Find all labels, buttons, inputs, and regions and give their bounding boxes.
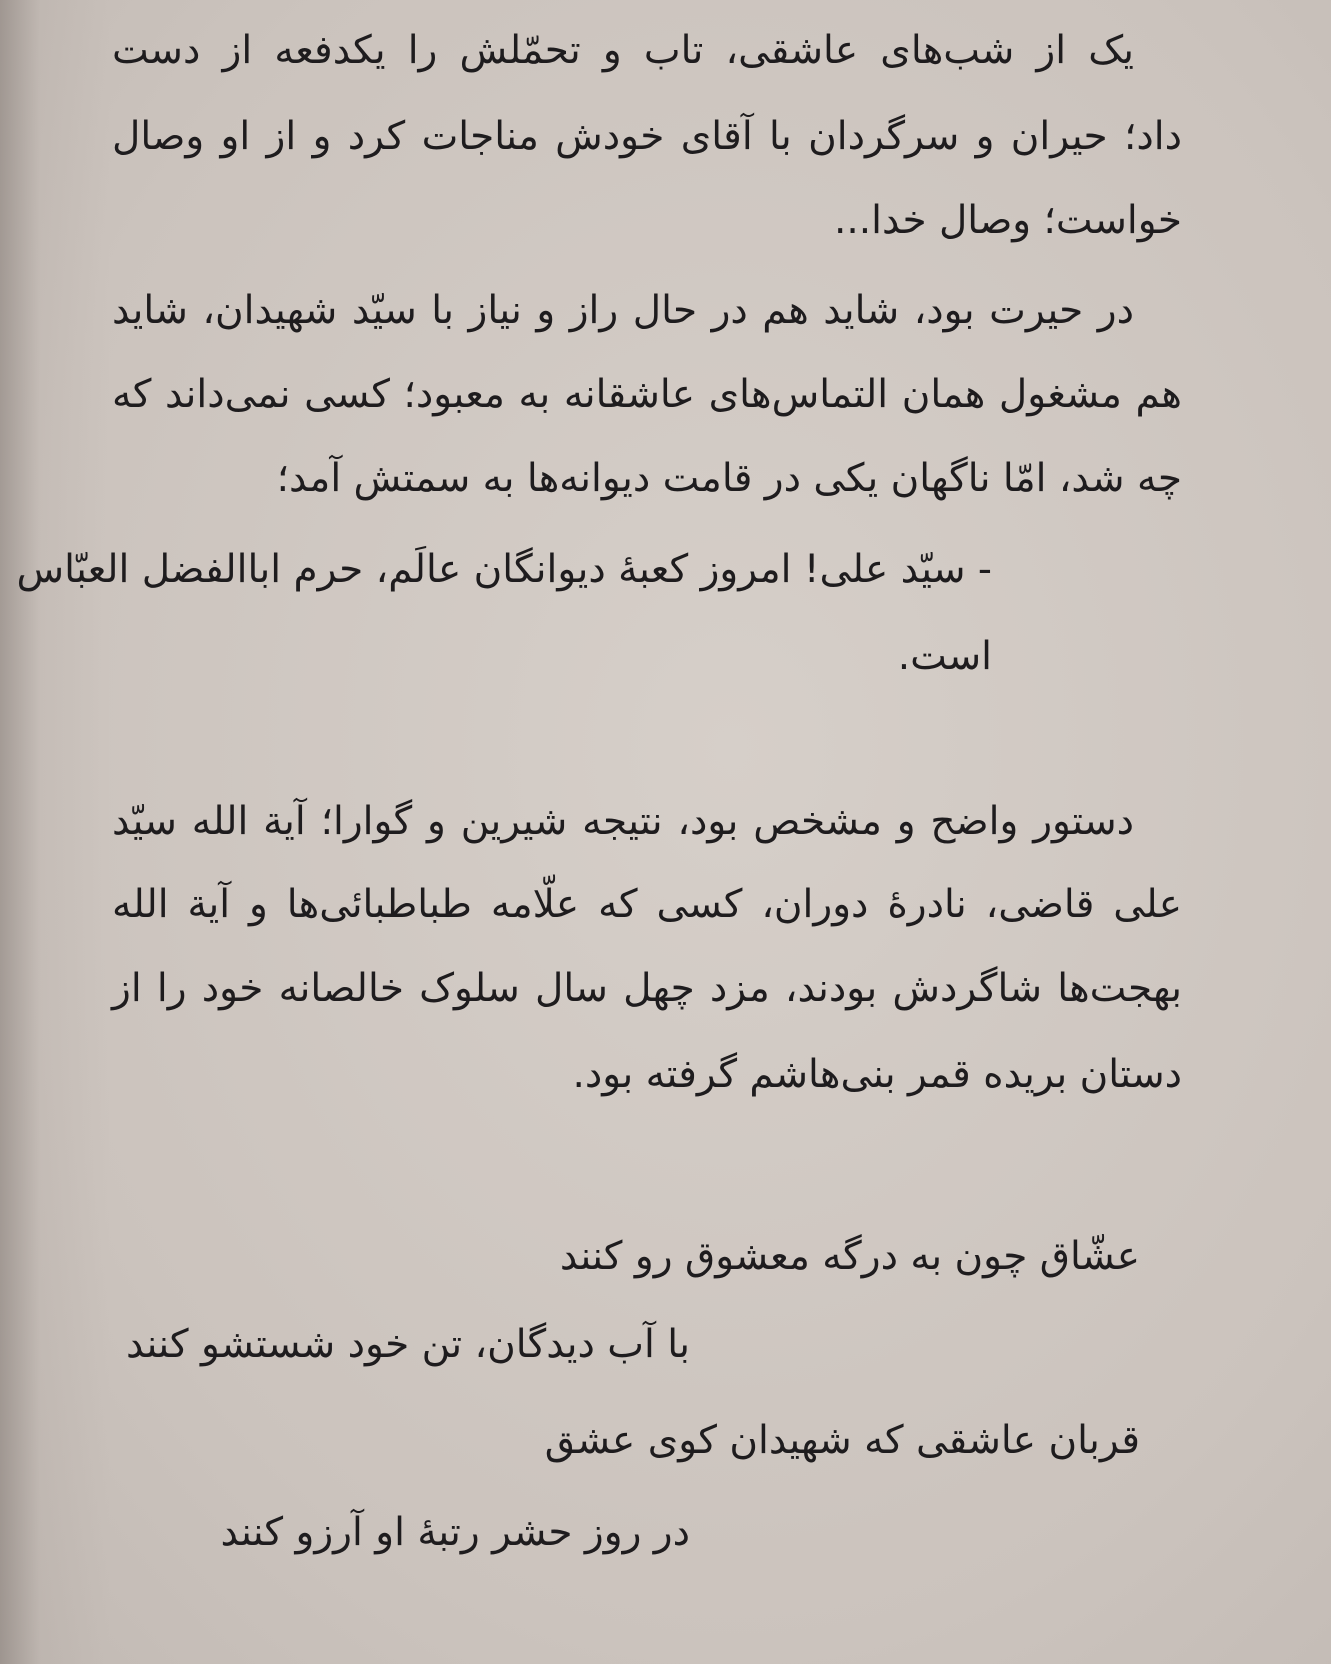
paragraph-3-line-1: دستور واضح و مشخص بود، نتیجه شیرین و گوارا؛ آیة الله سیّد [112,799,1134,844]
poem-verse-2: با آب دیدگان، تن خود شستشو کنند [126,1322,690,1367]
poem-verse-1: عشّاق چون به درگه معشوق رو کنند [559,1234,1140,1279]
paragraph-2-line-2: هم مشغول همان التماس‌های عاشقانه به معبود؛ کسی نمی‌داند که [112,372,1182,417]
paragraph-2-line-3: چه شد، امّا ناگهان یکی در قامت دیوانه‌ها به سمتش آمد؛ [276,456,1182,501]
poem-verse-4: در روز حشر رتبهٔ او آرزو کنند [220,1510,690,1555]
paragraph-2-line-1: در حیرت بود، شاید هم در حال راز و نیاز با سیّد شهیدان، شاید [112,288,1134,333]
paragraph-3-line-4: دستان بریده قمر بنی‌هاشم گرفته بود. [572,1052,1182,1097]
paragraph-1-line-2: داد؛ حیران و سرگردان با آقای خودش مناجات کرد و از او وصال [112,114,1182,159]
poem-verse-3: قربان عاشقی که شهیدان کوی عشق [544,1418,1140,1463]
dialogue-line-1: - سیّد علی! امروز کعبهٔ دیوانگان عالَم، حرم اباالفضل العبّاس [16,547,992,592]
dialogue-line-2: است. [897,634,992,679]
paragraph-1-line-3: خواست؛ وصال خدا... [833,198,1182,243]
paragraph-1-line-1: یک از شب‌های عاشقی، تاب و تحمّلش را یکدفعه از دست [112,28,1134,73]
paragraph-3-line-3: بهجت‌ها شاگردش بودند، مزد چهل سال سلوک خالصانه خود را از [112,966,1182,1011]
paragraph-3-line-2: علی قاضی، نادرهٔ دوران، کسی که علّامه طباطبائی‌ها و آیة الله [112,882,1182,927]
